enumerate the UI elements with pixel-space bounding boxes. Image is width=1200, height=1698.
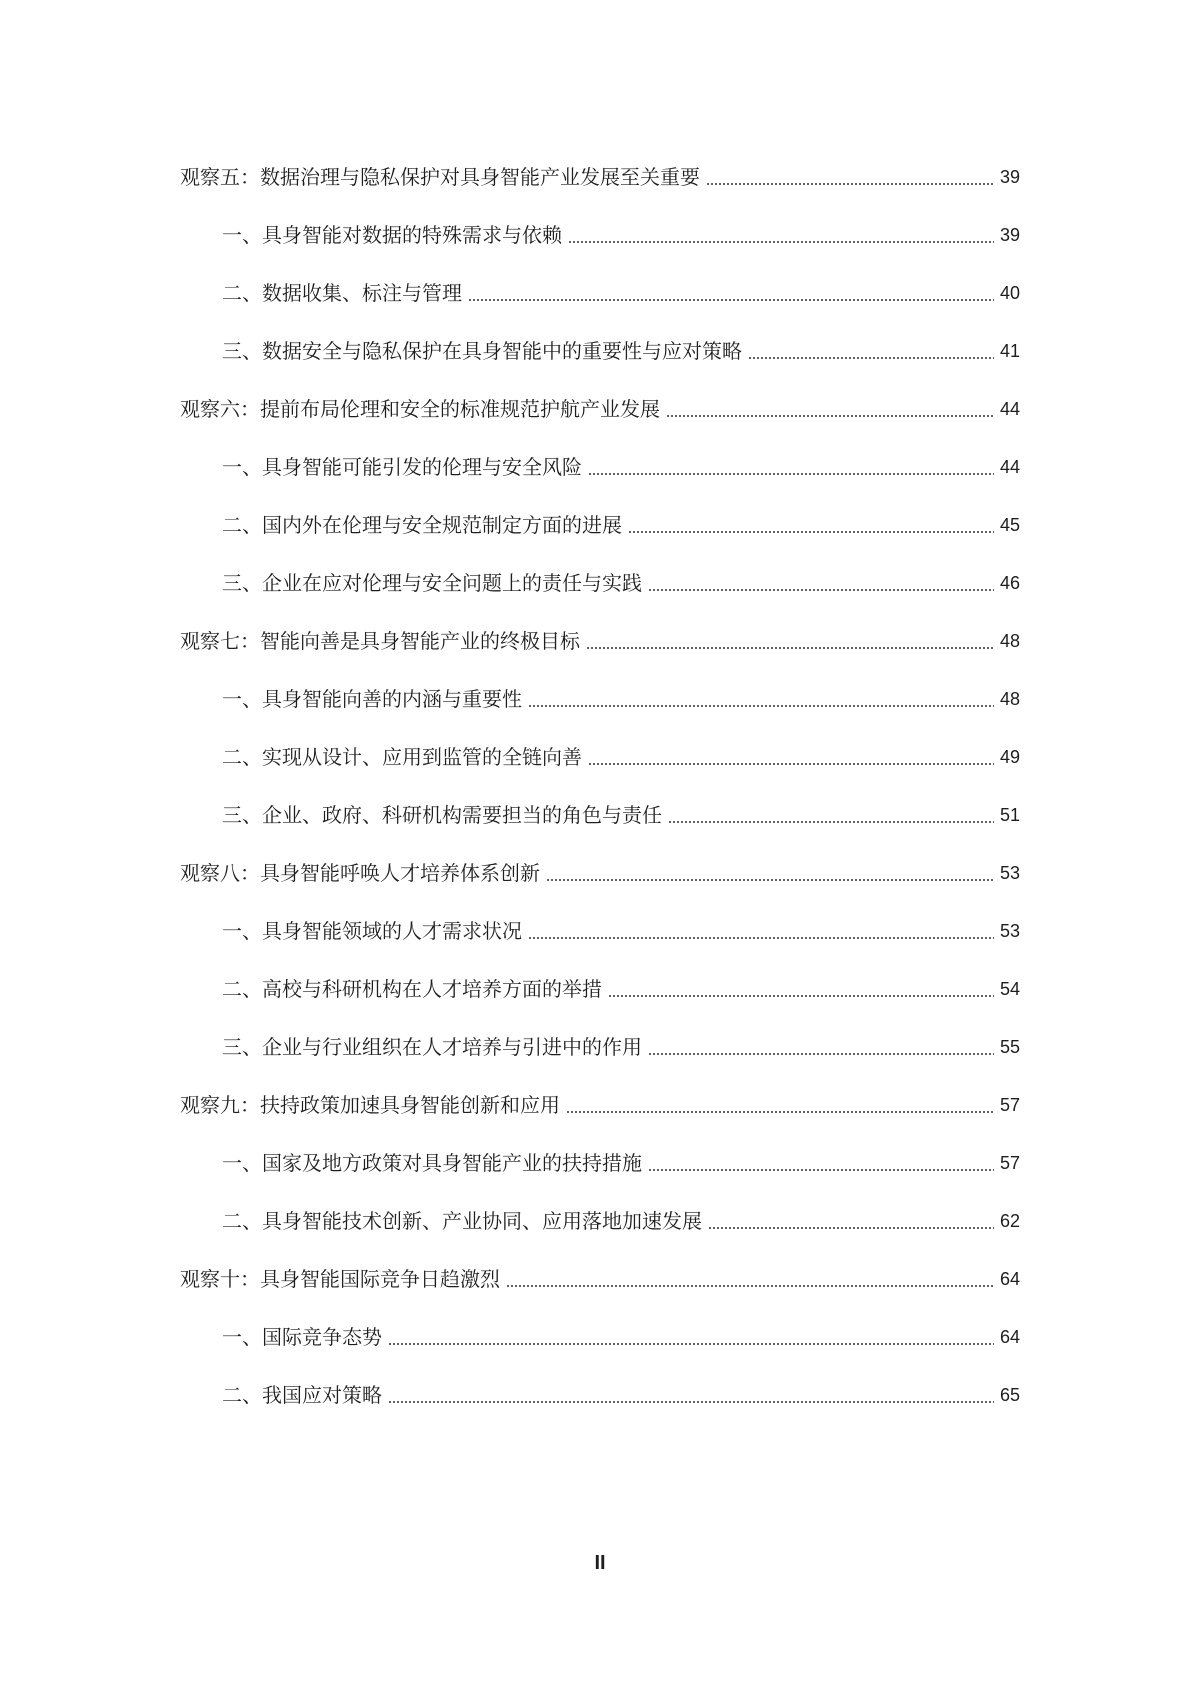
toc-entry[interactable] (0, 960, 1200, 1018)
toc-entry-title: 三、企业、政府、科研机构需要担当的角色与责任 (222, 803, 662, 827)
toc-entry-page: 44 (999, 457, 1020, 477)
dot-leader (648, 587, 994, 593)
toc-entry-page: 65 (999, 1385, 1020, 1405)
toc-entry[interactable] (0, 902, 1200, 960)
toc-entry-title: 一、具身智能领域的人才需求状况 (222, 919, 522, 943)
dot-leader (388, 1341, 994, 1347)
toc-entry[interactable] (0, 1192, 1200, 1250)
toc-entry-page: 45 (999, 515, 1020, 535)
toc-entry-title: 一、具身智能向善的内涵与重要性 (222, 687, 522, 711)
toc-entry-title: 观察五：数据治理与隐私保护对具身智能产业发展至关重要 (180, 165, 700, 189)
toc-entry[interactable] (0, 496, 1200, 554)
toc-entry-title: 观察十：具身智能国际竞争日趋激烈 (180, 1267, 500, 1291)
toc-entry-page: 57 (999, 1153, 1020, 1173)
dot-leader (506, 1283, 994, 1289)
toc-entry-page: 48 (999, 631, 1020, 651)
dot-leader (668, 819, 994, 825)
toc-entry-title: 观察七：智能向善是具身智能产业的终极目标 (180, 629, 580, 653)
toc-entry-page: 41 (999, 341, 1020, 361)
toc-entry-title: 二、实现从设计、应用到监管的全链向善 (222, 745, 582, 769)
toc-entry[interactable] (0, 1308, 1200, 1366)
toc-entry-observation-7[interactable] (0, 612, 1200, 670)
toc-entry-title: 观察六：提前布局伦理和安全的标准规范护航产业发展 (180, 397, 660, 421)
dot-leader (648, 1051, 994, 1057)
toc-entry[interactable] (0, 206, 1200, 264)
toc-entry-title: 一、具身智能可能引发的伦理与安全风险 (222, 455, 582, 479)
toc-entry-observation-6[interactable] (0, 380, 1200, 438)
toc-entry-page: 49 (999, 747, 1020, 767)
toc-entry[interactable] (0, 554, 1200, 612)
toc-entry-title: 二、数据收集、标注与管理 (222, 281, 462, 305)
toc-entry-title: 一、国家及地方政策对具身智能产业的扶持措施 (222, 1151, 642, 1175)
dot-leader (708, 1225, 994, 1231)
toc-entry[interactable] (0, 438, 1200, 496)
page-number: II (594, 1552, 606, 1574)
table-of-contents (0, 148, 1200, 1424)
toc-entry[interactable] (0, 1366, 1200, 1424)
toc-entry-title: 二、我国应对策略 (222, 1383, 382, 1407)
dot-leader (468, 297, 994, 303)
dot-leader (748, 355, 994, 361)
dot-leader (528, 703, 994, 709)
toc-entry[interactable] (0, 728, 1200, 786)
toc-entry-page: 64 (999, 1269, 1020, 1289)
toc-entry-page: 44 (999, 399, 1020, 419)
toc-entry-observation-9[interactable] (0, 1076, 1200, 1134)
toc-entry-page: 64 (999, 1327, 1020, 1347)
toc-entry-title: 观察九：扶持政策加速具身智能创新和应用 (180, 1093, 560, 1117)
toc-entry-title: 二、具身智能技术创新、产业协同、应用落地加速发展 (222, 1209, 702, 1233)
toc-entry-page: 54 (999, 979, 1020, 999)
toc-entry-page: 40 (999, 283, 1020, 303)
toc-entry[interactable] (0, 264, 1200, 322)
toc-entry[interactable] (0, 1134, 1200, 1192)
dot-leader (666, 413, 994, 419)
toc-entry[interactable] (0, 670, 1200, 728)
toc-entry-title: 二、高校与科研机构在人才培养方面的举措 (222, 977, 602, 1001)
dot-leader (706, 181, 994, 187)
dot-leader (546, 877, 994, 883)
toc-entry-title: 二、国内外在伦理与安全规范制定方面的进展 (222, 513, 622, 537)
toc-entry-observation-5[interactable] (0, 148, 1200, 206)
toc-entry-title: 三、数据安全与隐私保护在具身智能中的重要性与应对策略 (222, 339, 742, 363)
toc-entry-page: 39 (999, 225, 1020, 245)
toc-entry-page: 55 (999, 1037, 1020, 1057)
dot-leader (586, 645, 994, 651)
toc-entry-page: 53 (999, 921, 1020, 941)
toc-entry-page: 39 (999, 167, 1020, 187)
toc-entry-title: 一、国际竞争态势 (222, 1325, 382, 1349)
dot-leader (648, 1167, 994, 1173)
toc-entry-title: 一、具身智能对数据的特殊需求与依赖 (222, 223, 562, 247)
toc-entry-title: 观察八：具身智能呼唤人才培养体系创新 (180, 861, 540, 885)
toc-entry-page: 51 (999, 805, 1020, 825)
dot-leader (608, 993, 994, 999)
toc-entry-observation-8[interactable] (0, 844, 1200, 902)
toc-entry-page: 48 (999, 689, 1020, 709)
dot-leader (588, 471, 994, 477)
dot-leader (528, 935, 994, 941)
toc-entry-title: 三、企业在应对伦理与安全问题上的责任与实践 (222, 571, 642, 595)
toc-entry[interactable] (0, 322, 1200, 380)
dot-leader (568, 239, 994, 245)
toc-entry-page: 46 (999, 573, 1020, 593)
toc-entry-page: 53 (999, 863, 1020, 883)
toc-entry[interactable] (0, 1018, 1200, 1076)
toc-entry-title: 三、企业与行业组织在人才培养与引进中的作用 (222, 1035, 642, 1059)
toc-entry-page: 57 (999, 1095, 1020, 1115)
dot-leader (588, 761, 994, 767)
toc-entry-observation-10[interactable] (0, 1250, 1200, 1308)
dot-leader (566, 1109, 994, 1115)
toc-entry[interactable] (0, 786, 1200, 844)
dot-leader (388, 1399, 994, 1405)
toc-entry-page: 62 (999, 1211, 1020, 1231)
dot-leader (628, 529, 994, 535)
